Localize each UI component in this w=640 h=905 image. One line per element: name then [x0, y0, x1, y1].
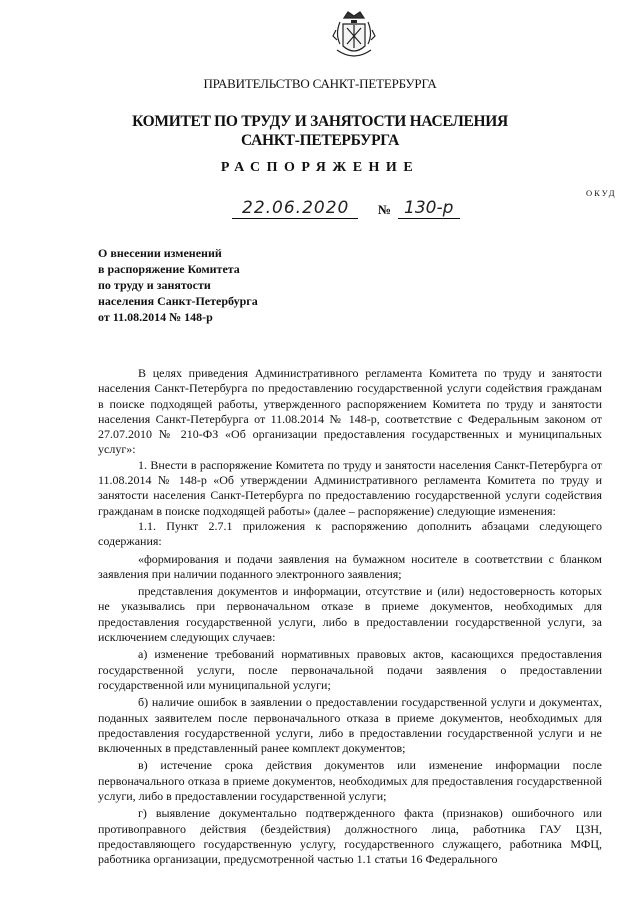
coat-of-arms-emblem [331, 10, 377, 66]
subject-line: от 11.08.2014 № 148-р [98, 310, 213, 324]
government-title: ПРАВИТЕЛЬСТВО САНКТ-ПЕТЕРБУРГА [203, 76, 437, 91]
body-paragraph: 1.1. Пункт 2.7.1 приложения к распоряжению дополнить абзацами следующего содержания: [98, 518, 602, 549]
body-paragraph: 1. Внести в распоряжение Комитета по труду и занятости населения Санкт-Петербурга от 11.08.2014 № 148-р «Об утверждении Административного регламента Комитета по труду и занятости населения Санкт-Петербурга по предоставлению государственной услуги содействия гражданам в поиске подходящей работы» (далее – распоряжение) следующие изменения: [98, 457, 602, 518]
body-paragraph: В целях приведения Административного регламента Комитета по труду и занятости населения Санкт-Петербурга по предоставлению государственной услуги содействия гражданам в поиске подходящей работы, утвержденного распоряжением Комитета по труду и занятости населения Санкт-Петербурга от 11.08.2014 № 148-р, соответствие с Федеральным законом от 27.07.2010 № 210-ФЗ «Об организации предоставления государственных и муниципальных услуг»: [98, 366, 602, 457]
document-date: 22.06.2020 [242, 198, 350, 218]
document-subject [98, 245, 258, 325]
number-underline [398, 218, 460, 219]
subject-line: по труду и занятости [98, 278, 211, 292]
body-paragraph: а) изменение требований нормативных правовых актов, касающихся предоставления государственной услуги, после первоначальной подачи заявления о предоставлении государственной или муниципальной услуги; [98, 647, 602, 692]
subject-line: О внесении изменений [98, 246, 222, 260]
body-paragraph: в) истечение срока действия документов или изменение информации после первоначального отказа в приеме документов, необходимых для предоставления государственной услуги, либо в предоставлении государственной услуги; [98, 758, 602, 804]
number-sign: № [378, 202, 392, 217]
body-paragraph: «формирования и подачи заявления на бумажном носителе в соответствии с бланком заявления при наличии поданного электронного заявления; [98, 551, 602, 581]
document-type: РАСПОРЯЖЕНИЕ [220, 160, 420, 175]
document-body [98, 366, 602, 868]
date-underline [232, 218, 358, 219]
body-paragraph: представления документов и информации, отсутствие и (или) недостоверность которых не указывались при первоначальном отказе в приеме документов, необходимых для предоставления государственной услуги, либо в предоставлении государственной услуги, за исключением следующих случаев: [98, 584, 602, 645]
okud-label: ОКУД [586, 188, 617, 198]
committee-title-line1: КОМИТЕТ ПО ТРУДУ И ЗАНЯТОСТИ НАСЕЛЕНИЯ [132, 113, 508, 130]
committee-title-line2: САНКТ-ПЕТЕРБУРГА [240, 132, 400, 149]
committee-title [0, 112, 640, 150]
document-number: 130-р [404, 198, 454, 218]
subject-line: в распоряжение Комитета [98, 262, 240, 276]
date-number-line [232, 198, 462, 222]
body-paragraph: б) наличие ошибок в заявлении о предоставлении государственной услуги и документах, поданных заявителем после первоначального отказа в приеме документов, необходимых для предоставления государственной услуги, либо в предоставлении государственной услуги и не включенных в представленный ранее комплект документов; [98, 695, 602, 756]
subject-line: населения Санкт-Петербурга [98, 294, 258, 308]
body-paragraph: г) выявление документально подтвержденного факта (признаков) ошибочного или противоправного действия (бездействия) должностного лица, работника ГАУ ЦЗН, предоставляющего государственную услугу, государственного служащего, работника МФЦ, работника организации, предусмотренной частью 1.1 статьи 16 Федерального [98, 806, 602, 867]
